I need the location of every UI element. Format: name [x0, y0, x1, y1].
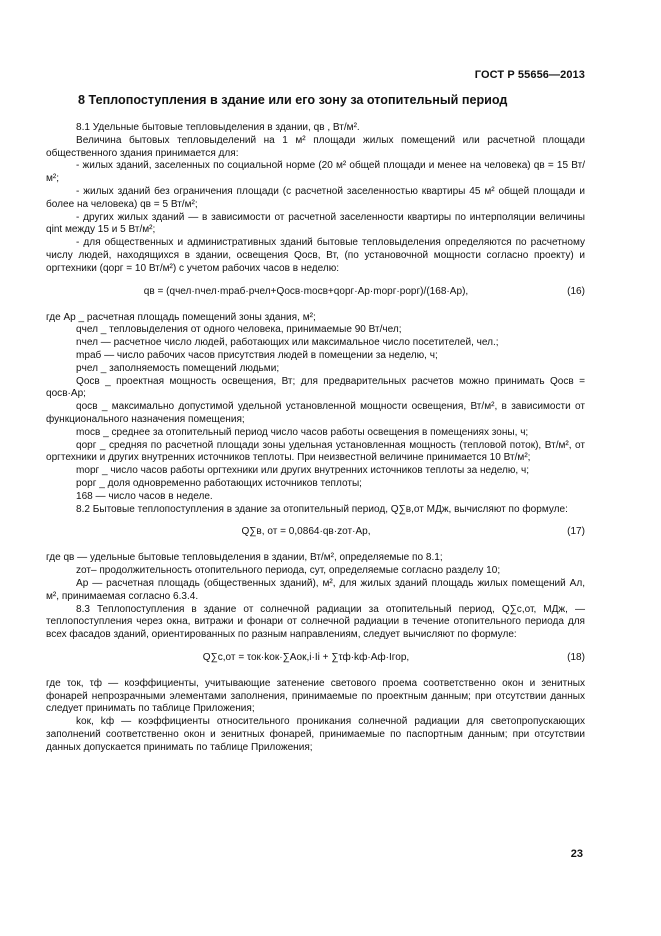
formula-17 [46, 526, 585, 542]
definition: 168 — число часов в неделе. [76, 490, 213, 502]
formula-number: (18) [567, 651, 585, 663]
formula-number: (16) [567, 285, 585, 297]
formula-expression: qв = (qчел·nчел·mраб·pчел+Qосв·mосв+qорг·Aр·mорг·pорг)/(168·Aр), [143, 285, 469, 297]
definition: qосв _ максимально допустимой удельной установленной мощности освещения, Вт/м², в зависимости от функционального назначения помещения; [46, 401, 585, 425]
definition: где Aр _ расчетная площадь помещений зоны здания, м²; [46, 311, 316, 323]
definition: mосв _ среднее за отопительный период число часов работы освещения в помещениях зоны, ч; [76, 426, 529, 438]
formula-16 [46, 286, 585, 302]
definition: Aр — расчетная площадь (общественных зданий), м², для жилых зданий площадь жилых помещений Aл, м², принимаемая согласно 6.3.4. [46, 577, 585, 602]
definition: qчел _ тепловыделения от одного человека, принимаемые 90 Вт/чел; [76, 324, 402, 336]
definition: где qв — удельные бытовые тепловыделения в здании, Вт/м², определяемые по 8.1; [46, 552, 443, 564]
formula-number: (17) [567, 526, 585, 538]
formula-18 [46, 652, 585, 668]
formula-expression: Q∑в, от = 0,0864·qв·zот·Aр, [241, 526, 371, 538]
formula-expression: Q∑с,от = τок·kок·∑Aок,i·Ii + ∑τф·kф·Aф·Iгор, [202, 651, 410, 663]
list-item: - жилых зданий, заселенных по социальной норме (20 м² общей площади и менее на человека) qв = 15 Вт/м²; [46, 160, 585, 185]
document-header: ГОСТ Р 55656—2013 [474, 69, 585, 81]
list-item: - жилых зданий без ограничения площади (с расчетной заселенностью квартиры 45 м² общей площади и более на человека) qв = 5 Вт/м²; [46, 185, 585, 210]
definition: mраб — число рабочих часов присутствия людей в помещении за неделю, ч; [76, 349, 438, 361]
definition: qорг _ средняя по расчетной площади зоны удельная установленная мощность (тепловой поток), Вт/м², от оргтехники и других внутренних источников теплоты. При неизвестной величине принимается 10 Вт/м²; [46, 439, 585, 464]
definition: где τок, τф — коэффициенты, учитывающие затенение светового проема соответственно окон и зенитных фонарей непрозрачными элементами заполнения, принимаемые по проектным данным; при отсутствии данных следует принимать по таблице Приложения; [46, 677, 585, 715]
paragraph: 8.1 Удельные бытовые тепловыделения в здании, qв , Вт/м². [76, 122, 360, 133]
paragraph: Величина бытовых тепловыделений на 1 м² площади жилых помещений или расчетной площади общественного здания принимается для: [46, 134, 585, 159]
definition: kок, kф — коэффициенты относительного проникания солнечной радиации для светопропускающих заполнений соответственно окон и зенитных фонарей, принимаемые по паспортным данным; при отсутствии данных допускается принимать по таблице Приложения; [46, 716, 585, 753]
definition: mорг _ число часов работы оргтехники или других внутренних источников теплоты за неделю, ч; [76, 465, 530, 477]
list-item: - для общественных и административных зданий бытовые тепловыделения определяются по расчетному числу людей, находящихся в здании, освещения Qосв, Вт, (по установочной мощности согласно проекту) и оргтехники (qорг = 10 Вт/м²) с учетом рабочих часов в неделю: [46, 237, 585, 274]
page-number: 23 [570, 848, 583, 860]
list-item: - других жилых зданий — в зависимости от расчетной заселенности квартиры по интерполяции величины qint между 15 и 5 Вт/м²; [46, 211, 585, 236]
definition: zот– продолжительность отопительного периода, сут, определяемые согласно разделу 10; [76, 565, 501, 577]
paragraph: 8.3 Теплопоступления в здание от солнечной радиации за отопительный период, Q∑с,от, МДж, — теплопоступления через окна, витражи и фонари от солнечной радиации в течение отопительного периода для всех фасадов зданий, ориентированных по разным направлениям, следует вычисляют по формуле: [46, 603, 585, 641]
definition: pорг _ доля одновременно работающих источников теплоты; [76, 477, 362, 489]
document-body [46, 122, 585, 755]
paragraph: 8.2 Бытовые теплопоступления в здание за отопительный период, Q∑в,от МДж, вычисляют по формуле: [76, 503, 568, 515]
section-title: 8 Теплопоступления в здание или его зону за отопительный период [78, 93, 508, 107]
definition: nчел — расчетное число людей, работающих или максимальное число посетителей, чел.; [76, 337, 499, 349]
definition: pчел _ заполняемость помещений людьми; [76, 362, 280, 374]
definition: Qосв _ проектная мощность освещения, Вт; для предварительных расчетов можно принимать Qосв = qосв·Aр; [46, 375, 585, 400]
